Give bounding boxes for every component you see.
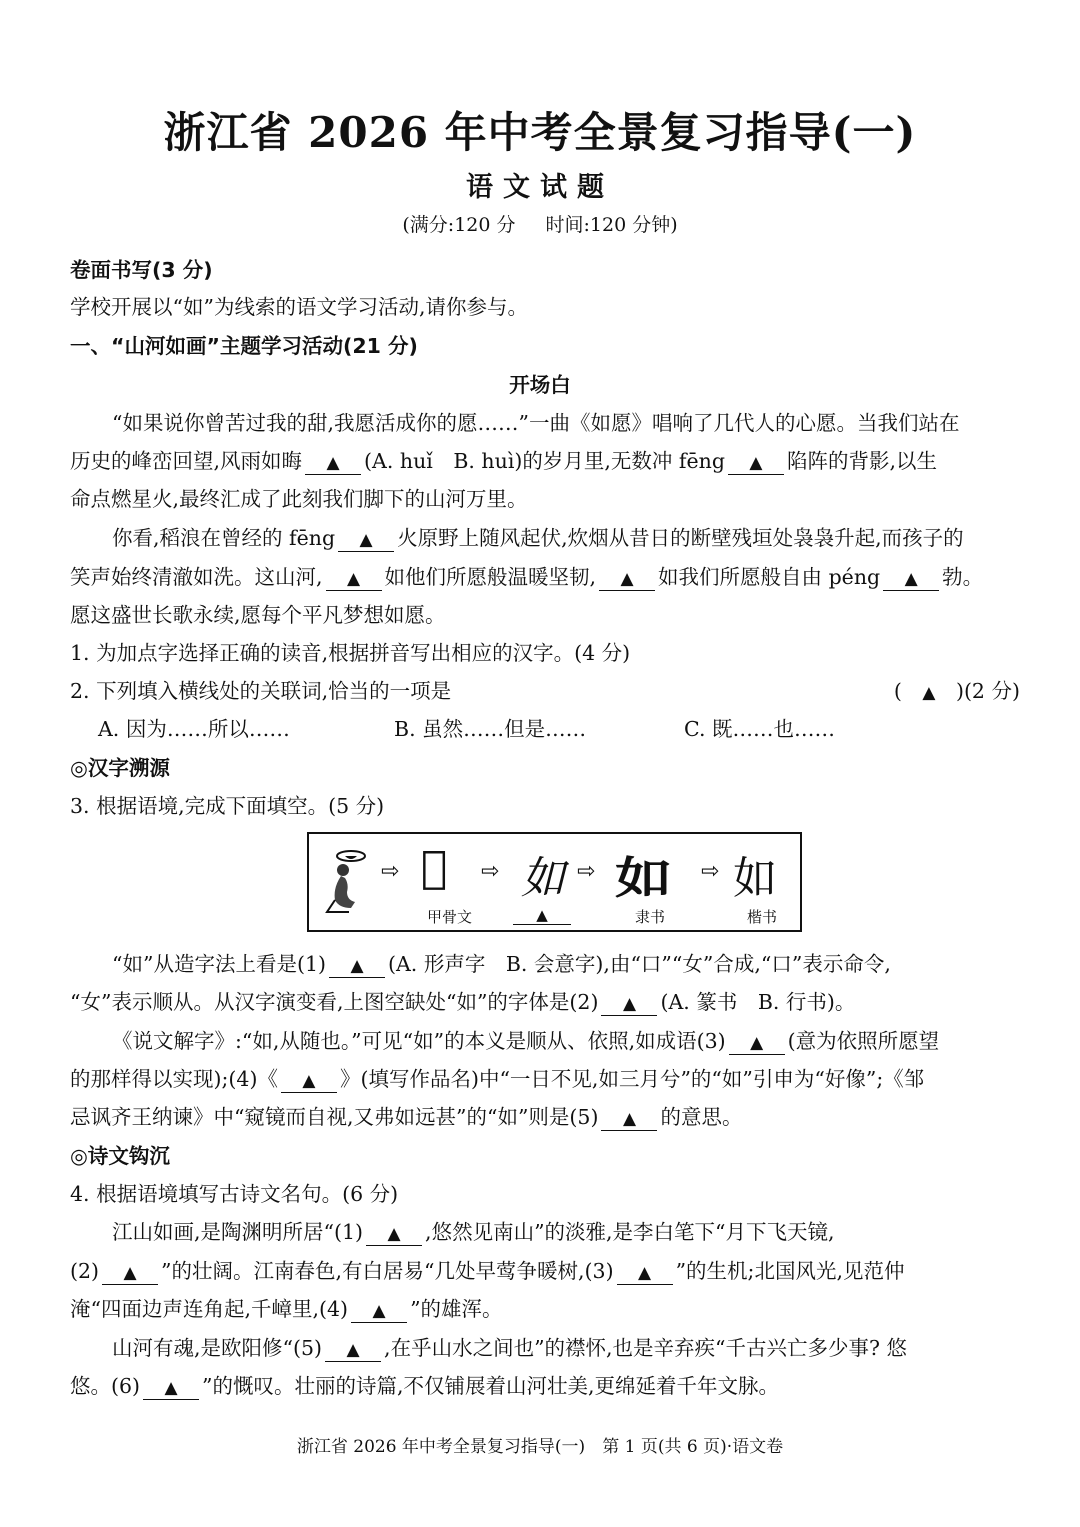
question-2-options (98, 714, 1048, 744)
passage-line: 淹“四面边声连角起,千嶂里,(4) ▲ ”的雄浑。 (70, 1297, 503, 1321)
question-3: 3. 根据语境,完成下面填空。(5 分) (70, 794, 385, 818)
clerical-script-glyph: 如 (615, 853, 673, 904)
answer-paren[interactable]: ( ▲ )(2 分) (893, 679, 1020, 703)
question-4: 4. 根据语境填写古诗文名句。(6 分) (70, 1182, 399, 1206)
passage-line: “如果说你曾苦过我的甜,我愿活成你的愿……”一曲《如愿》唱响了几代人的心愿。当我们站在 (112, 411, 960, 435)
option-a[interactable]: A. 因为……所以…… (98, 717, 290, 741)
handwriting-note: 卷面书写(3 分) (70, 258, 213, 282)
seal-script-glyph: 如 (521, 853, 565, 904)
answer-blank[interactable]: ▲ (599, 568, 655, 591)
answer-blank[interactable]: ▲ (617, 1262, 673, 1285)
subsection-heading: ◎汉字溯源 (70, 756, 170, 780)
kneeling-figure-icon (319, 842, 369, 922)
caption-blank[interactable]: ▲ (513, 906, 571, 925)
section-heading: 一、“山河如画”主题学习活动(21 分) (70, 334, 418, 358)
passage-line: “女”表示顺从。从汉字演变看,上图空缺处“如”的字体是(2) ▲ (A. 篆书 B. 行书)。 (70, 990, 856, 1014)
answer-blank[interactable]: ▲ (338, 529, 394, 552)
option-b[interactable]: B. 虽然……但是…… (394, 717, 587, 741)
passage-line: 愿这盛世长歌永续,愿每个平凡梦想如愿。 (70, 603, 446, 627)
caption-clerical: 隶书 (635, 908, 666, 926)
question-1: 1. 为加点字选择正确的读音,根据拼音写出相应的汉字。(4 分) (70, 641, 631, 665)
full-score: (满分:120 分 (402, 214, 516, 236)
passage-line: 江山如画,是陶渊明所居“(1) ▲ ,悠然见南山”的淡雅,是李白笔下“月下飞天镜, (112, 1220, 835, 1244)
answer-blank[interactable]: ▲ (326, 568, 382, 591)
answer-blank[interactable]: ▲ (366, 1223, 422, 1246)
arrow-icon: ⇨ (381, 859, 400, 884)
answer-blank[interactable]: ▲ (728, 452, 784, 475)
passage-line: 《说文解字》:“如,从随也。”可见“如”的本义是顺从、依照,如成语(3) ▲ (意为依照所愿望 (112, 1029, 940, 1053)
passage-line: “如”从造字法上看是(1) ▲ (A. 形声字 B. 会意字),由“口”“女”合成,“口”表示命令, (112, 952, 891, 976)
answer-blank[interactable]: ▲ (281, 1070, 337, 1093)
passage-line: 你看,稻浪在曾经的 fēng ▲ 火原野上随风起伏,炊烟从昔日的断壁残垣处袅袅升起,而孩子的 (112, 526, 964, 550)
subsection-heading: ◎诗文钩沉 (70, 1144, 170, 1168)
caption-regular: 楷书 (747, 908, 778, 926)
answer-blank[interactable]: ▲ (329, 955, 385, 978)
answer-blank[interactable]: ▲ (601, 1108, 657, 1131)
arrow-icon: ⇨ (481, 859, 500, 884)
caption-oracle: 甲骨文 (427, 908, 473, 926)
answer-blank[interactable]: ▲ (729, 1032, 785, 1055)
page-footer: 浙江省 2026 年中考全景复习指导(一) 第 1 页(共 6 页)·语文卷 (296, 1437, 784, 1457)
opening-title: 开场白 (509, 373, 571, 397)
answer-blank[interactable]: ▲ (305, 452, 361, 475)
answer-blank[interactable]: ▲ (143, 1377, 199, 1400)
exam-title: 浙江省 2026 年中考全景复习指导(一) (163, 108, 917, 157)
passage-line: 悠。(6) ▲ ”的慨叹。壮丽的诗篇,不仅铺展着山河壮美,更绵延着千年文脉。 (70, 1374, 780, 1398)
passage-line: (2) ▲ ”的壮阔。江南春色,有白居易“几处早莺争暖树,(3) ▲ ”的生机;北国风光,见范仲 (70, 1259, 905, 1283)
passage-line: 命点燃星火,最终汇成了此刻我们脚下的山河万里。 (70, 487, 528, 511)
exam-subject: 语文试题 (466, 172, 614, 203)
passage-line: 历史的峰峦回望,风雨如晦 ▲ (A. huǐ B. huì)的岁月里,无数冲 fēng ▲ 陷阵的背影,以生 (70, 449, 937, 473)
answer-blank[interactable]: ▲ (351, 1300, 407, 1323)
option-c[interactable]: C. 既……也…… (684, 717, 835, 741)
exam-time: 时间:120 分钟) (545, 214, 678, 236)
answer-blank[interactable]: ▲ (102, 1262, 158, 1285)
question-2: 2. 下列填入横线处的关联词,恰当的一项是 ( ▲ )(2 分) (70, 676, 1020, 706)
passage-line: 的那样得以实现);(4)《 ▲ 》(填写作品名)中“一日不见,如三月兮”的“如”引申为“好像”;《邹 (70, 1067, 925, 1091)
oracle-bone-glyph: 𠇐 (421, 842, 448, 893)
passage-line: 山河有魂,是欧阳修“(5) ▲ ,在乎山水之间也”的襟怀,也是辛弃疾“千古兴亡多少事? 悠 (112, 1336, 908, 1360)
answer-blank[interactable]: ▲ (883, 568, 939, 591)
passage-line: 忌讽齐王纳谏》中“窥镜而自视,又弗如远甚”的“如”则是(5) ▲ 的意思。 (70, 1105, 743, 1129)
regular-script-glyph: 如 (733, 853, 777, 904)
arrow-icon: ⇨ (577, 859, 596, 884)
character-evolution-figure (307, 832, 802, 932)
passage-line: 笑声始终清澈如洗。这山河, ▲ 如他们所愿般温暖坚韧, ▲ 如我们所愿般自由 péng ▲ 勃。 (70, 565, 984, 589)
arrow-icon: ⇨ (701, 859, 720, 884)
exam-meta (0, 210, 1080, 237)
activity-intro: 学校开展以“如”为线索的语文学习活动,请你参与。 (70, 295, 528, 319)
answer-blank[interactable]: ▲ (601, 993, 657, 1016)
answer-blank[interactable]: ▲ (325, 1339, 381, 1362)
